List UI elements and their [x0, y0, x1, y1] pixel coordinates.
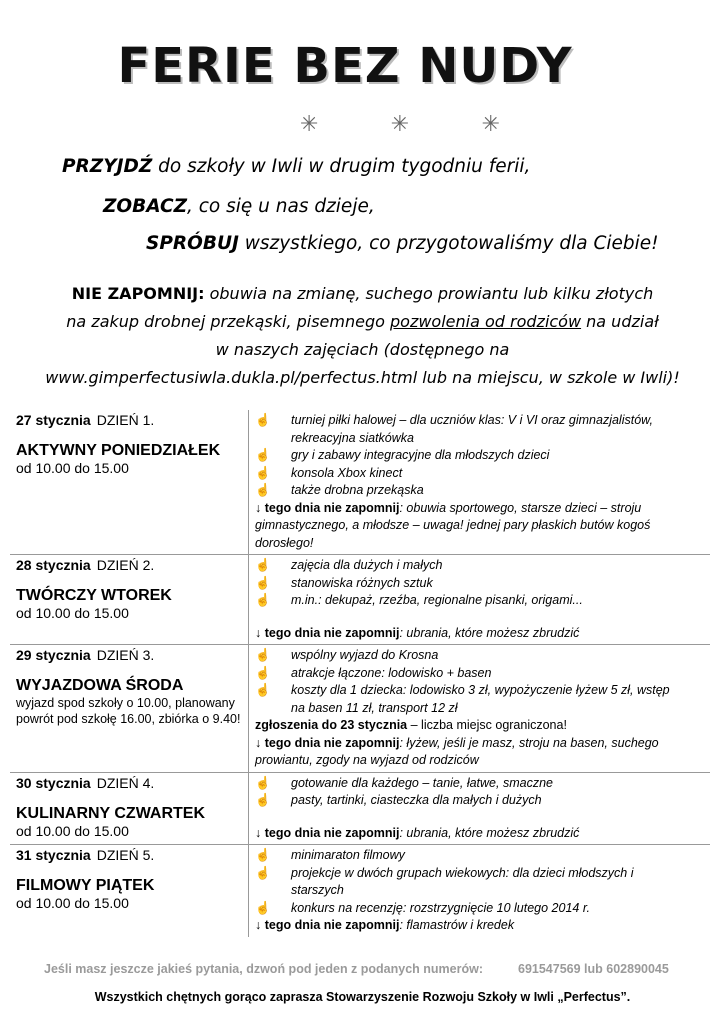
- hand-icon: ☝: [255, 648, 271, 662]
- day-date: 29 stycznia: [16, 647, 91, 663]
- invite-keyword: ZOBACZ: [103, 196, 187, 217]
- day-hours: od 10.00 do 15.00: [16, 895, 129, 911]
- reminder-lead: NIE ZAPOMNIJ:: [71, 284, 205, 303]
- day-number: DZIEŃ 3.: [96, 647, 155, 663]
- day-activities: [249, 845, 711, 937]
- day-number: DZIEŃ 2.: [96, 557, 155, 573]
- list-item: ☝ projekcje w dwóch grupach wiekowych: dla dzieci młodszych i: [255, 865, 704, 883]
- hand-icon: ☝: [255, 593, 271, 607]
- invitation-footer: Wszystkich chętnych gorąco zaprasza Stowarzyszenie Rozwoju Szkoły w Iwli „Perfectus”.: [94, 990, 631, 1004]
- warning-icon: ↓: [255, 500, 262, 515]
- star-icon: ✳: [481, 112, 500, 137]
- list-item: ☝ turniej piłki halowej – dla uczniów klas: V i VI oraz gimnazjalistów,: [255, 412, 704, 430]
- day-hours: od 10.00 do 15.00: [16, 822, 129, 839]
- list-item: ☝ atrakcje łączone: lodowisko + basen: [255, 665, 704, 683]
- warning-icon: ↓: [255, 735, 262, 750]
- contact-question: Jeśli masz jeszcze jakieś pytania, dzwoń pod jeden z podanych numerów:: [44, 962, 484, 976]
- invite-line-1: [62, 156, 530, 177]
- list-item: ☝ zajęcia dla dużych i małych: [255, 557, 704, 575]
- list-item-continuation: na basen 11 zł, transport 12 zł: [291, 700, 458, 715]
- contact-phones: 691547569 lub 602890045: [518, 962, 669, 976]
- hand-icon: ☝: [255, 865, 271, 880]
- schedule-row-day-1: [10, 410, 710, 555]
- day-note: wyjazd spod szkoły o 10.00, planowany powrót pod szkołę 16.00, zbiórka o 9.40!: [16, 696, 241, 726]
- list-item: ☝ pasty, tartinki, ciasteczka dla małych i dużych: [255, 792, 704, 810]
- stars-decoration: [300, 112, 500, 137]
- list-item: ☝ konsola Xbox kinect: [255, 465, 704, 483]
- list-item: ☝ konkurs na recenzję: rozstrzygnięcie 10 lutego 2014 r.: [255, 900, 704, 918]
- hand-icon: ☝: [255, 575, 271, 590]
- hand-icon: ☝: [255, 448, 271, 462]
- registration-note: zgłoszenia do 23 stycznia – liczba miejsc ograniczona!: [255, 718, 567, 732]
- day-name: FILMOWY PIĄTEK: [16, 877, 155, 894]
- hand-icon: ☝: [255, 413, 271, 427]
- warning-icon: ↓: [255, 918, 262, 932]
- day-date: 27 stycznia: [16, 412, 91, 428]
- reminder-url-line: www.gimperfectusiwla.dukla.pl/perfectus.html lub na miejscu, w szkole w Iwli)!: [45, 368, 680, 387]
- schedule-row-day-3: [10, 645, 710, 773]
- day-activities: [249, 555, 711, 645]
- list-item: ☝ wspólny wyjazd do Krosna: [255, 647, 704, 665]
- invite-keyword: SPRÓBUJ: [146, 233, 239, 254]
- parental-consent-link: pozwolenia od rodziców: [390, 312, 582, 331]
- hand-icon: ☝: [255, 483, 271, 497]
- warning-note: ↓ tego dnia nie zapomnij: ubrania, które możesz zbrudzić: [255, 625, 580, 640]
- schedule-table: [10, 410, 710, 937]
- page-title: FERIE BEZ NUDY: [117, 38, 573, 94]
- invite-line-3: [146, 233, 659, 254]
- day-date: 31 stycznia: [16, 847, 91, 863]
- day-name: AKTYWNY PONIEDZIAŁEK: [16, 442, 221, 459]
- invite-text: do szkoły w Iwli w drugim tygodniu ferii,: [152, 156, 531, 177]
- reminder-text: obuwia na zmianę, suchego prowiantu lub kilku złotych: [204, 284, 654, 303]
- invite-line-2: [103, 196, 375, 217]
- day-info: [10, 555, 249, 645]
- list-item: ☝ koszty dla 1 dziecka: lodowisko 3 zł, wypożyczenie łyżew 5 zł, wstęp: [255, 682, 704, 700]
- schedule-row-day-5: [10, 845, 710, 937]
- hand-icon: ☝: [255, 665, 271, 680]
- warning-icon: ↓: [255, 825, 262, 840]
- day-date: 30 stycznia: [16, 774, 91, 791]
- hand-icon: ☝: [255, 848, 271, 862]
- invite-text: wszystkiego, co przygotowaliśmy dla Ciebie!: [238, 233, 659, 254]
- list-item-continuation: rekreacyjna siatkówka: [291, 430, 414, 445]
- warning-note: ↓ tego dnia nie zapomnij: obuwia sportowego, starsze dzieci – stroju gimnastycznego, a młodsze – uwaga! jednej pary płaskich butów kogoś dorosłego!: [255, 500, 651, 550]
- list-item: ☝ minimaraton filmowy: [255, 847, 704, 865]
- day-activities: [249, 772, 711, 845]
- invite-text: , co się u nas dzieje,: [186, 196, 375, 217]
- invite-keyword: PRZYJDŹ: [62, 156, 153, 177]
- hand-icon: ☝: [255, 775, 271, 790]
- reminder-text: na zakup drobnej przekąski, pisemnego: [66, 312, 390, 331]
- day-number: DZIEŃ 5.: [96, 847, 155, 863]
- day-info: [10, 645, 249, 773]
- hand-icon: ☝: [255, 558, 271, 572]
- list-item: ☝ gry i zabawy integracyjne dla młodszych dzieci: [255, 447, 704, 465]
- list-item-continuation: starszych: [291, 883, 344, 897]
- reminder-text: na udział: [581, 312, 659, 331]
- day-name: TWÓRCZY WTOREK: [16, 587, 172, 604]
- warning-icon: ↓: [255, 625, 262, 640]
- day-hours: od 10.00 do 15.00: [16, 605, 129, 621]
- warning-note: ↓ tego dnia nie zapomnij: łyżew, jeśli je masz, stroju na basen, suchego prowiantu, zgody na wyjazd od rodziców: [255, 735, 659, 767]
- hand-icon: ☝: [255, 793, 271, 807]
- day-name: WYJAZDOWA ŚRODA: [16, 677, 184, 694]
- day-hours: od 10.00 do 15.00: [16, 460, 129, 476]
- list-item: ☝ stanowiska różnych sztuk: [255, 575, 704, 593]
- day-number: DZIEŃ 1.: [96, 412, 155, 428]
- hand-icon: ☝: [255, 465, 271, 480]
- spacer: [255, 610, 704, 625]
- list-item: ☝ m.in.: dekupaż, rzeźba, regionalne pisanki, origami...: [255, 592, 704, 610]
- spacer: [255, 810, 704, 825]
- list-item: ☝ gotowanie dla każdego – tanie, łatwe, smaczne: [255, 775, 704, 793]
- day-activities: [249, 645, 711, 773]
- star-icon: ✳: [390, 112, 410, 137]
- day-info: [10, 772, 249, 845]
- day-number: DZIEŃ 4.: [96, 774, 155, 791]
- schedule-row-day-2: [10, 555, 710, 645]
- day-date: 28 stycznia: [16, 557, 91, 573]
- star-icon: ✳: [300, 112, 319, 137]
- schedule-row-day-4: [10, 772, 710, 845]
- day-info: [10, 845, 249, 937]
- hand-icon: ☝: [255, 900, 271, 915]
- reminder-line: [0, 308, 725, 336]
- day-name: KULINARNY CZWARTEK: [16, 804, 206, 822]
- reminder-line: [0, 280, 725, 308]
- day-info: [10, 410, 249, 555]
- warning-note: ↓ tego dnia nie zapomnij: ubrania, które możesz zbrudzić: [255, 825, 580, 840]
- reminder-block: [0, 280, 725, 392]
- reminder-line: w naszych zajęciach (dostępnego na: [215, 340, 510, 359]
- hand-icon: ☝: [255, 683, 271, 697]
- warning-note: ↓ tego dnia nie zapomnij: flamastrów i kredek: [255, 918, 515, 932]
- list-item: ☝ także drobna przekąska: [255, 482, 704, 500]
- day-activities: [249, 410, 711, 555]
